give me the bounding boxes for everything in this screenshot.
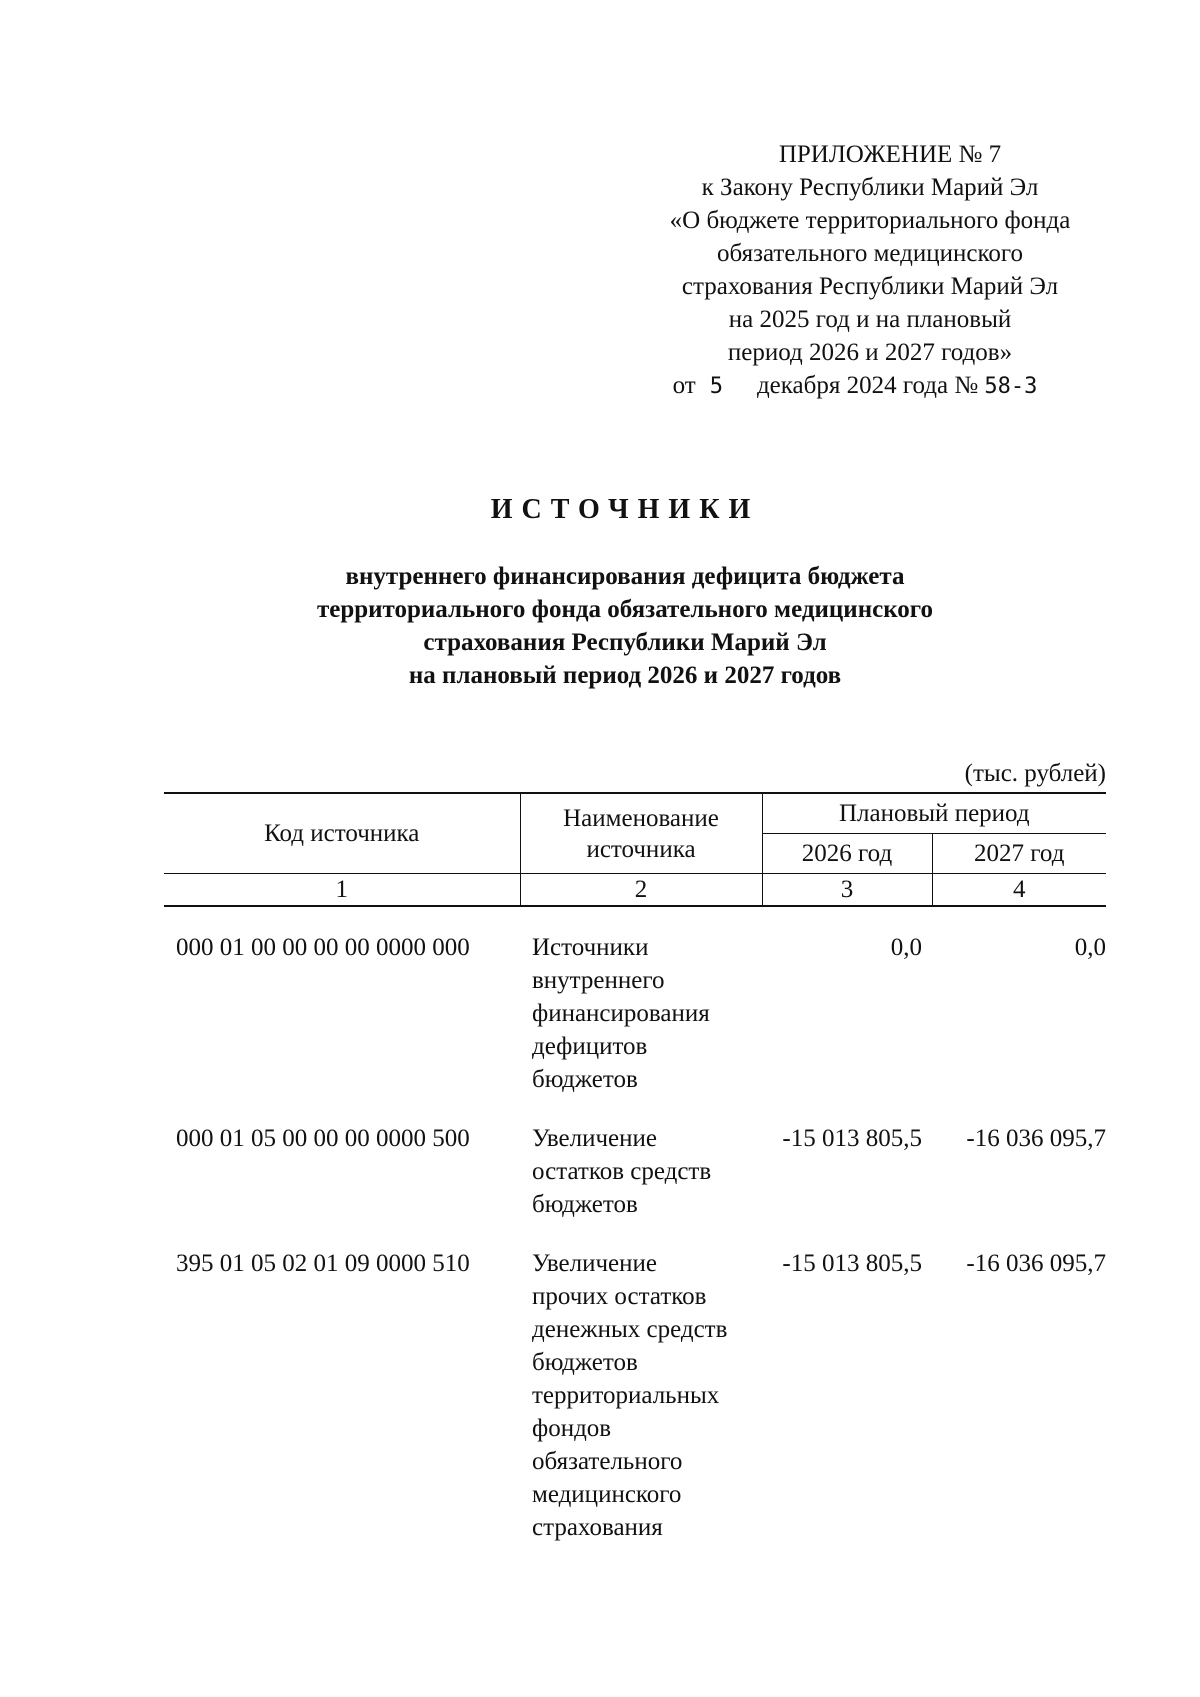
column-number: 3	[762, 874, 932, 907]
appendix-law-ref: к Закону Республики Марий Эл	[701, 174, 1039, 201]
column-number: 1	[164, 874, 520, 907]
value-2026: -15 013 805,5	[782, 1125, 922, 1152]
date-prefix: от	[672, 372, 696, 399]
value-2026: -15 013 805,5	[782, 1250, 922, 1277]
units-label: (тыс. рублей)	[964, 760, 1106, 787]
appendix-date-line	[610, 369, 1100, 403]
subtitle-line: страхования Республики Марий Эл	[423, 629, 827, 656]
appendix-law-title-4: на 2025 год и на плановый	[728, 306, 1012, 333]
value-2026: 0,0	[890, 934, 922, 961]
appendix-law-title-5: период 2026 и 2027 годов»	[727, 339, 1013, 366]
source-name	[520, 1247, 762, 1570]
table-row	[164, 1122, 1106, 1247]
source-name-line: остатков средств	[532, 1158, 712, 1185]
column-number: 2	[520, 874, 762, 907]
column-number-row	[164, 874, 1106, 907]
source-name	[520, 1122, 762, 1247]
source-name-line: денежных средств	[532, 1316, 728, 1343]
source-name-line: дефицитов	[532, 1033, 648, 1060]
header-code: Код источника	[164, 793, 520, 874]
source-name-line: Увеличение	[532, 1250, 658, 1277]
subtitle-line: внутреннего финансирования дефицита бюджета	[345, 563, 905, 590]
source-name-line: фондов	[532, 1415, 612, 1442]
source-name-line: финансирования	[532, 1000, 710, 1027]
appendix-block	[640, 138, 1100, 403]
source-name-line: Увеличение	[532, 1125, 658, 1152]
source-name-line: бюджетов	[532, 1349, 638, 1376]
source-name-line: Источники	[532, 934, 649, 961]
header-year-2026: 2026 год	[762, 834, 932, 874]
source-name-line: обязательного	[532, 1448, 683, 1475]
value-2027: 0,0	[1074, 934, 1106, 961]
subtitle-line: на плановый период 2026 и 2027 годов	[408, 662, 842, 689]
appendix-law-title-1: «О бюджете территориального фонда	[669, 207, 1071, 234]
source-code: 000 01 00 00 00 00 0000 000	[176, 934, 470, 961]
header-name-line: Наименование	[563, 804, 719, 832]
subtitle-line: территориального фонда обязательного медицинского	[316, 596, 934, 623]
source-name-line: медицинского	[532, 1481, 682, 1508]
page-subtitle	[0, 560, 1200, 692]
source-code: 395 01 05 02 01 09 0000 510	[176, 1250, 470, 1277]
date-middle: декабря 2024 года №	[756, 372, 979, 399]
table-header-row	[164, 793, 1106, 834]
column-number: 4	[932, 874, 1106, 907]
table-row	[164, 1247, 1106, 1570]
value-2027: -16 036 095,7	[966, 1250, 1106, 1277]
appendix-law-title-2: обязательного медицинского	[716, 240, 1023, 267]
header-name-line: источника	[586, 835, 696, 863]
source-code: 000 01 05 00 00 00 0000 500	[176, 1125, 470, 1152]
source-name	[520, 931, 762, 1122]
appendix-number: ПРИЛОЖЕНИЕ № 7	[778, 141, 1002, 168]
page-title: ИСТОЧНИКИ	[490, 494, 760, 525]
table-row	[164, 931, 1106, 1122]
source-name-line: территориальных	[532, 1382, 720, 1409]
header-period: Плановый период	[762, 793, 1106, 834]
source-name-line: прочих остатков	[532, 1283, 707, 1310]
header-name	[520, 793, 762, 874]
source-name-line: бюджетов	[532, 1066, 638, 1093]
value-2027: -16 036 095,7	[966, 1125, 1106, 1152]
source-name-line: бюджетов	[532, 1191, 638, 1218]
date-day-handwritten: 5	[709, 374, 723, 399]
header-year-2027: 2027 год	[932, 834, 1106, 874]
sources-table	[164, 792, 1106, 1570]
appendix-law-title-3: страхования Республики Марий Эл	[681, 273, 1059, 300]
law-number-handwritten: 58-3	[984, 374, 1038, 399]
source-name-line: страхования	[532, 1514, 663, 1541]
source-name-line: внутреннего	[532, 967, 665, 994]
